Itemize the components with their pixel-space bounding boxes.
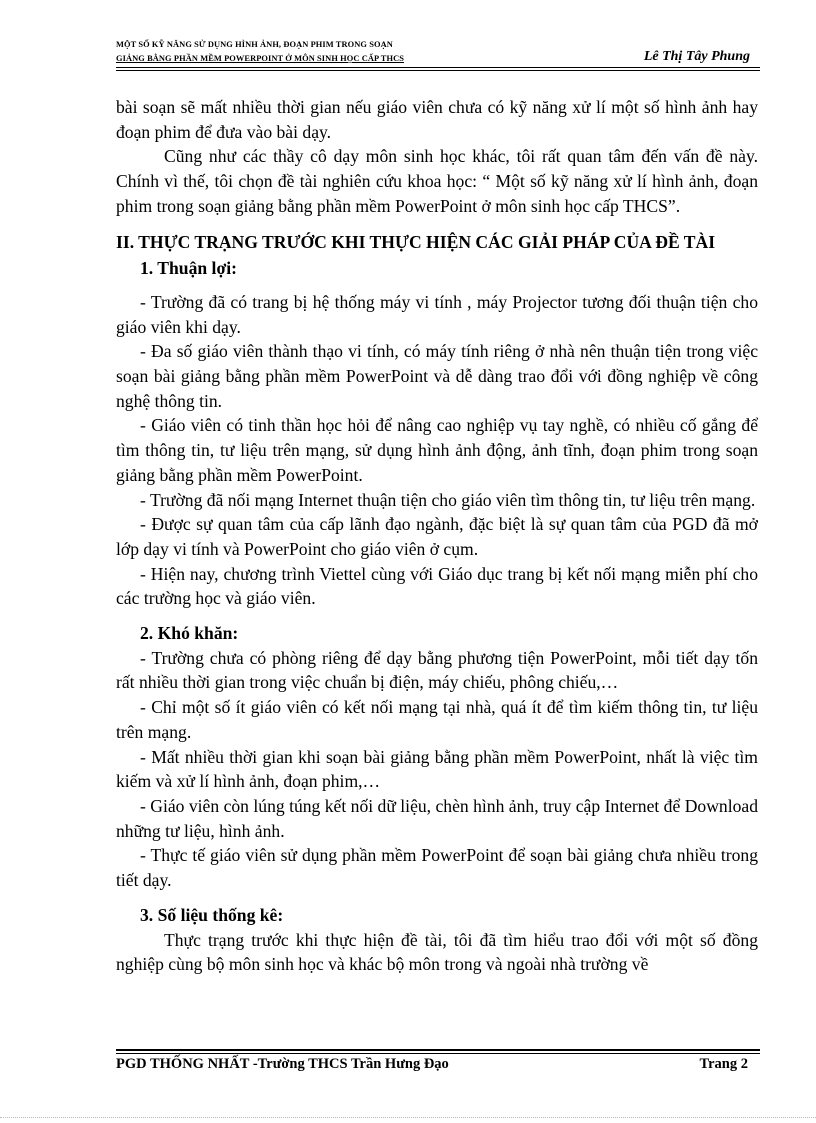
header-document-title [116,38,404,66]
advantage-item-1: - Trường đã có trang bị hệ thống máy vi tính , máy Projector tương đối thuận tiện cho giáo viên khi dạy. [116,291,758,337]
statistics-paragraph: Thực trạng trước khi thực hiện đề tài, tôi đã tìm hiểu trao đổi với một số đồng nghiệp cùng bộ môn sinh học và khác bộ môn trong và ngoài nhà trường về [116,929,758,975]
footer-divider [116,1049,760,1054]
difficulty-item-5: - Thực tế giáo viên sử dụng phần mềm PowerPoint để soạn bài giảng chưa nhiều trong tiết dạy. [116,845,758,891]
spacer [116,611,758,621]
section-2-heading: II. THỰC TRẠNG TRƯỚC KHI THỰC HIỆN CÁC GIẢI PHÁP CỦA ĐỀ TÀI [116,231,716,252]
advantage-item-5: - Được sự quan tâm của cấp lãnh đạo ngành, đặc biệt là sự quan tâm của PGD đã mở lớp dạy vi tính và PowerPoint cho giáo viên ở cụm. [116,514,758,559]
difficulty-item-1: - Trường chưa có phòng riêng để dạy bằng phương tiện PowerPoint, mỗi tiết dạy tốn rất nhiều thời gian trong việc chuẩn bị điện, máy chiếu, phông chiếu,… [116,647,758,693]
header-title-line-2: GIẢNG BẰNG PHẦN MỀM POWERPOINT Ở MÔN SINH HỌC CẤP THCS [116,54,404,63]
advantage-item-2: - Đa số giáo viên thành thạo vi tính, có máy tính riêng ở nhà nên thuận tiện trong việc soạn bài giảng bằng phần mềm PowerPoint và dễ dàng trao đổi với đồng nghiệp về công nghệ thông tin. [116,341,758,411]
document-body [116,95,758,977]
intro-paragraph-1: bài soạn sẽ mất nhiều thời gian nếu giáo viên chưa có kỹ năng xử lí một số hình ảnh hay đoạn phim để đưa vào bài dạy. [116,97,758,142]
difficulty-item-2: - Chỉ một số ít giáo viên có kết nối mạng tại nhà, quá ít để tìm kiếm thông tin, tư liệu trên mạng. [116,697,758,742]
page-header [116,36,760,70]
header-divider [116,67,760,71]
header-author: Lê Thị Tây Phung [643,49,750,64]
footer-page-number: Trang 2 [699,1056,748,1072]
subsection-advantages-heading: 1. Thuận lợi: [140,258,237,279]
advantage-item-6: - Hiện nay, chương trình Viettel cùng với Giáo dục trang bị kết nối mạng miễn phí cho các trường học và giáo viên. [116,563,758,609]
difficulty-item-3: - Mất nhiều thời gian khi soạn bài giảng bằng phần mềm PowerPoint, nhất là việc tìm kiếm và xử lí hình ảnh, đoạn phim,… [116,746,758,792]
footer-school: PGD THỐNG NHẤT -Trường THCS Trần Hưng Đạo [116,1056,449,1072]
subsection-statistics-heading: 3. Số liệu thống kê: [140,904,284,925]
page-bottom-edge [0,1117,816,1118]
intro-paragraph-2: Cũng như các thầy cô dạy môn sinh học khác, tôi rất quan tâm đến vấn đề này. Chính vì thế, tôi chọn đề tài nghiên cứu khoa học: “ Một số kỹ năng xử lí hình ảnh, đoạn phim trong soạn giảng bằng phần mềm PowerPoint ở môn sinh học cấp THCS”. [116,146,758,216]
subsection-difficulties-heading: 2. Khó khăn: [140,623,239,644]
advantage-item-4: - Trường đã nối mạng Internet thuận tiện cho giáo viên tìm thông tin, tư liệu trên mạng. [140,489,756,510]
difficulty-item-4: - Giáo viên còn lúng túng kết nối dữ liệu, chèn hình ảnh, truy cập Internet để Download những tư liệu, hình ảnh. [116,795,758,841]
advantage-item-3: - Giáo viên có tinh thần học hỏi để nâng cao nghiệp vụ tay nghề, có nhiều cố gắng để tìm thông tin, tư liệu trên mạng, sử dụng hình ảnh động, ảnh tĩnh, đoạn phim trong soạn giảng bằng phần mềm PowerPoint. [116,415,758,485]
spacer [116,893,758,903]
header-title-line-1: MỘT SỐ KỸ NĂNG SỬ DỤNG HÌNH ẢNH, ĐOẠN PHIM TRONG SOẠN [116,40,393,49]
